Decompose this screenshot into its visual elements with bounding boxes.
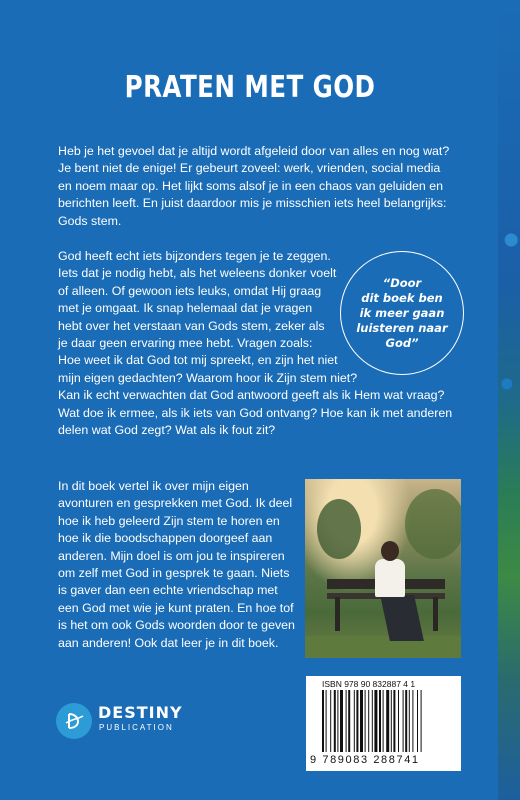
book-title: PRATEN MET GOD	[124, 70, 376, 105]
author-photo	[305, 479, 461, 658]
publisher-name: DESTINY	[98, 703, 183, 722]
text-line: aan anderen! Ook dat leer je in dit boek.	[58, 635, 279, 650]
text-line: Wat doe ik ermee, als ik iets van God ontvang? Hoe kan ik met anderen	[58, 405, 453, 420]
quote-line: dit boek ben	[361, 290, 443, 305]
barcode-number: 9 789083 288741	[310, 754, 420, 766]
publisher-subtitle: PUBLICATION	[99, 723, 174, 732]
text-line: Gods stem.	[58, 213, 122, 228]
text-line: hoe ik die boodschappen doorgeef aan	[58, 531, 273, 546]
destiny-logo-icon	[56, 703, 92, 739]
text-line: met je omgaat. Ik snap helemaal dat je vragen	[58, 301, 313, 316]
text-line: God heeft echt iets bijzonders tegen je te zeggen.	[58, 249, 331, 263]
text-line: hebt over het verstaan van Gods stem, zeker als	[58, 318, 325, 333]
barcode	[322, 690, 448, 754]
text-line: Heb je het gevoel dat je altijd wordt afgeleid door van alles en nog wat?	[58, 144, 450, 158]
text-line: Je bent niet de enige! Er gebeurt zoveel: werk, vrienden, social media	[58, 161, 441, 176]
text-line: delen wat God zegt? Wat als ik fout zit?	[58, 423, 276, 438]
text-line: en noem maar op. Het lijkt soms alsof je in een chaos van geluiden en	[58, 178, 444, 193]
text-line: of alleen. Of gewoon iets leuks, omdat Hij graag	[58, 283, 322, 298]
isbn-label: ISBN 978 90 832887 4 1	[322, 679, 416, 689]
quote-line: ik meer gaan	[359, 305, 445, 320]
cover-art-edge	[498, 0, 520, 800]
quote-line: God”	[385, 335, 419, 350]
text-line: is het om ook Gods woorden door te geven	[58, 618, 295, 633]
quote-line: “Door	[382, 275, 422, 290]
text-line: hoe ik heb geleerd Zijn stem te horen en	[58, 513, 280, 528]
text-line: anderen. Mijn doel is om jou te inspireren	[58, 548, 285, 563]
text-line: om zelf met God in gesprek te gaan. Niets	[58, 566, 290, 581]
text-line: je daar geen ervaring mee hebt. Vragen zoals:	[58, 336, 313, 351]
text-line: is gaver dan een echte vriendschap met	[58, 583, 278, 598]
text-line: avonturen en gesprekken met God. Ik deel	[58, 496, 293, 511]
testimonial-quote	[340, 251, 464, 375]
text-line: Kan ik echt verwachten dat God antwoord geeft als ik Hem wat vraag?	[58, 388, 445, 403]
quote-line: luisteren naar	[356, 320, 448, 335]
about-paragraph	[58, 478, 295, 652]
text-line: Iets dat je nodig hebt, als het weleens donker voelt	[58, 266, 337, 281]
intro-paragraph	[58, 143, 449, 230]
text-line: een God met wie je kunt praten. En hoe tof	[58, 600, 294, 615]
text-line: In dit boek vertel ik over mijn eigen	[58, 479, 249, 493]
text-line: mijn eigen gedachten? Waarom hoor ik Zijn stem niet?	[58, 370, 358, 385]
text-line: berichten leeft. En juist daardoor mis je misschien iets heel belangrijks:	[58, 196, 447, 211]
text-line: Hoe weet ik dat God tot mij spreekt, en zijn het niet	[58, 353, 338, 368]
